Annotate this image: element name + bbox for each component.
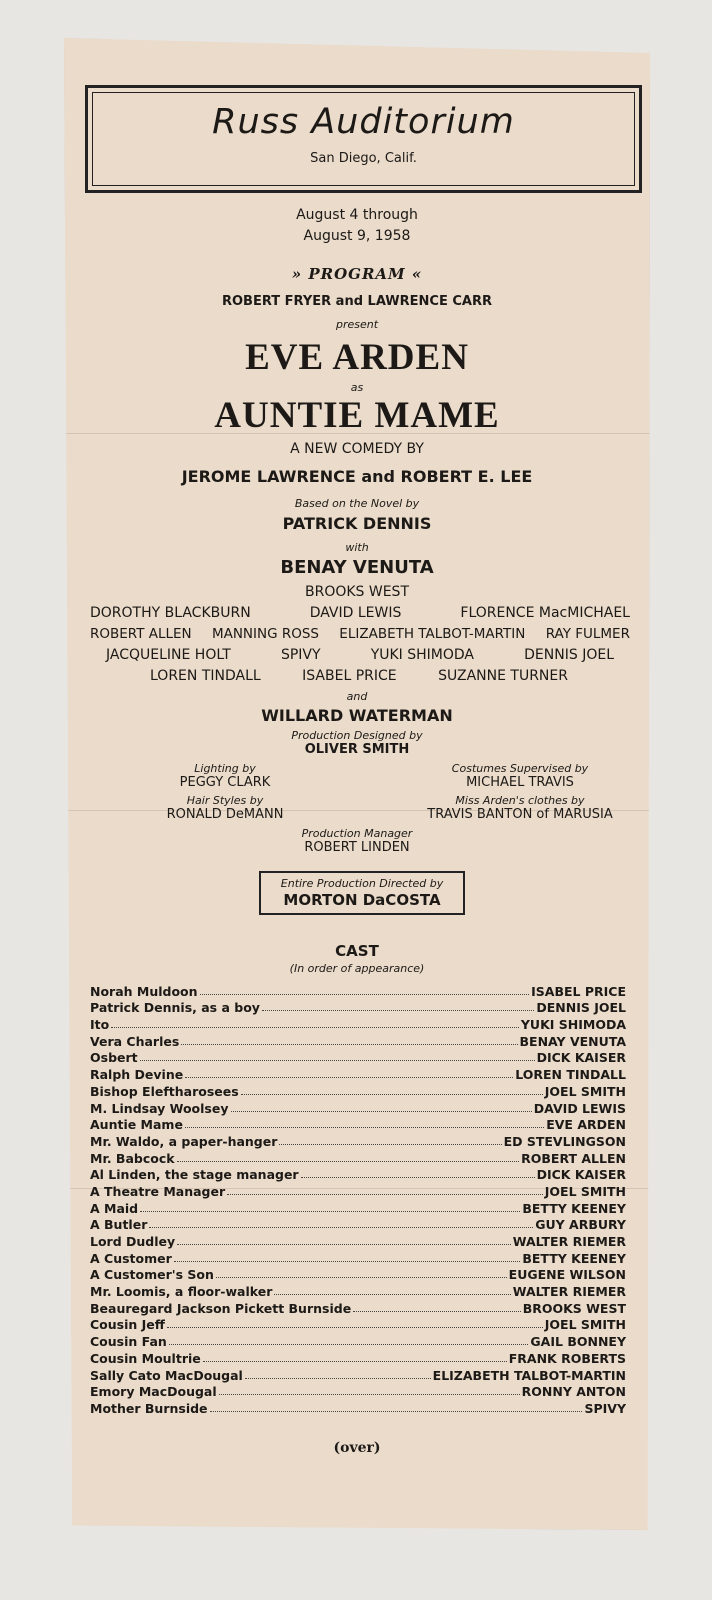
cast-actor: DAVID LEWIS <box>533 1100 626 1116</box>
cast-actor: DICK KAISER <box>536 1167 626 1183</box>
design-name: OLIVER SMITH <box>304 742 410 757</box>
cast-row <box>90 1032 626 1049</box>
cast-row <box>90 982 626 999</box>
costumes-name: MICHAEL TRAVIS <box>466 775 574 790</box>
featured-name: DOROTHY BLACKBURN <box>90 605 251 621</box>
cast-role: Mr. Loomis, a floor-walker <box>90 1284 273 1300</box>
comedy-by: A NEW COMEDY BY <box>290 441 424 457</box>
cast-role: Al Linden, the stage manager <box>90 1167 299 1183</box>
cast-row <box>90 1132 626 1149</box>
featured-row-3 <box>90 626 630 642</box>
cast-actor: ROBERT ALLEN <box>521 1150 626 1166</box>
cast-row <box>90 1149 626 1166</box>
featured-name: JACQUELINE HOLT <box>106 647 231 663</box>
costar: BENAY VENUTA <box>280 557 434 578</box>
leader-dots <box>149 1227 533 1228</box>
clothes-name: TRAVIS BANTON of MARUSIA <box>427 807 613 822</box>
as-text: as <box>350 381 364 394</box>
cast-role: A Maid <box>90 1200 139 1216</box>
cast-role: Ralph Devine <box>90 1067 184 1083</box>
cast-actor: JOEL SMITH <box>544 1083 626 1099</box>
featured-name: ELIZABETH TALBOT-MARTIN <box>339 626 526 642</box>
leader-dots <box>167 1327 543 1328</box>
cast-role: Lord Dudley <box>90 1234 176 1249</box>
cast-row <box>90 999 626 1016</box>
also-star: WILLARD WATERMAN <box>261 706 453 725</box>
cast-role: Sally Cato MacDougal <box>90 1367 243 1383</box>
leader-dots <box>111 1027 519 1028</box>
lighting-label: Lighting by <box>194 762 256 775</box>
cast-role: M. Lindsay Woolsey <box>90 1100 229 1116</box>
cast-row <box>90 1266 626 1283</box>
cast-actor: EUGENE WILSON <box>508 1267 626 1283</box>
cast-row <box>90 1316 626 1333</box>
star-name: EVE ARDEN <box>245 337 469 378</box>
leader-dots <box>181 1044 517 1045</box>
cast-actor: WALTER RIEMER <box>512 1234 626 1249</box>
cast-role: Beauregard Jackson Pickett Burnside <box>90 1300 352 1316</box>
cast-actor: ED STEVLINGSON <box>503 1133 626 1149</box>
featured-name: DENNIS JOEL <box>524 647 614 663</box>
leader-dots <box>227 1194 543 1195</box>
cast-row <box>90 1049 626 1066</box>
leader-dots <box>301 1177 535 1178</box>
cast-role: A Customer <box>90 1250 172 1266</box>
leader-dots <box>174 1261 521 1262</box>
leader-dots <box>169 1344 529 1345</box>
director-name: MORTON DaCOSTA <box>283 891 441 909</box>
cast-row <box>90 1282 626 1299</box>
cast-role: Mother Burnside <box>90 1400 208 1416</box>
cast-actor: ELIZABETH TALBOT-MARTIN <box>432 1367 626 1383</box>
hair-name: RONALD DeMANN <box>166 807 284 822</box>
featured-name: SUZANNE TURNER <box>438 668 568 684</box>
leader-dots <box>245 1378 431 1379</box>
cast-row <box>90 1099 626 1116</box>
featured-row-5 <box>150 668 568 684</box>
cast-role: Cousin Moultrie <box>90 1350 201 1366</box>
cast-role: Ito <box>90 1017 110 1033</box>
cast-role: A Customer's Son <box>90 1267 214 1283</box>
leader-dots <box>241 1094 543 1095</box>
director-label: Entire Production Directed by <box>280 877 444 890</box>
lighting-name: PEGGY CLARK <box>179 775 271 790</box>
cast-actor: FRANK ROBERTS <box>508 1350 626 1366</box>
cast-row <box>90 1082 626 1099</box>
show-title: AUNTIE MAME <box>214 395 500 436</box>
authors: JEROME LAWRENCE and ROBERT E. LEE <box>181 467 533 486</box>
featured-name: SPIVY <box>280 647 321 663</box>
cast-actor: DENNIS JOEL <box>536 1000 626 1016</box>
with-text: with <box>345 541 369 554</box>
leader-dots <box>200 994 530 995</box>
cast-row <box>90 1249 626 1266</box>
cast-actor: RONNY ANTON <box>521 1384 626 1400</box>
cast-actor: YUKI SHIMODA <box>520 1017 626 1033</box>
venue-location: San Diego, Calif. <box>310 151 417 166</box>
leader-dots <box>353 1311 521 1312</box>
cast-actor: BETTY KEENEY <box>522 1250 626 1266</box>
cast-role: Cousin Jeff <box>90 1317 165 1333</box>
cast-actor: GUY ARBURY <box>535 1217 626 1233</box>
leader-dots <box>216 1277 507 1278</box>
cast-row <box>90 1015 626 1032</box>
dates-line1: August 4 through <box>296 207 418 223</box>
featured-name: FLORENCE MacMICHAEL <box>460 605 630 621</box>
cast-subheading: (In order of appearance) <box>289 962 425 975</box>
cast-role: Cousin Fan <box>90 1334 167 1350</box>
dates-line2: August 9, 1958 <box>303 228 411 244</box>
present-text: present <box>335 318 379 331</box>
leader-dots <box>177 1244 511 1245</box>
leader-dots <box>231 1111 532 1112</box>
footer-over: (over) <box>333 1440 381 1456</box>
cast-role: Osbert <box>90 1050 138 1066</box>
producers: ROBERT FRYER and LAWRENCE CARR <box>222 294 492 309</box>
leader-dots <box>203 1361 507 1362</box>
and-text: and <box>346 690 368 703</box>
cast-role: Emory MacDougal <box>90 1384 217 1400</box>
featured-name: RAY FULMER <box>545 626 630 642</box>
design-label: Production Designed by <box>291 729 423 742</box>
cast-row <box>90 1399 626 1416</box>
cast-actor: DICK KAISER <box>536 1050 626 1066</box>
cast-list <box>90 982 626 1416</box>
cast-actor: EVE ARDEN <box>546 1117 626 1133</box>
cast-role: Vera Charles <box>90 1033 180 1049</box>
leader-dots <box>219 1394 520 1395</box>
cast-row <box>90 1232 626 1249</box>
leader-dots <box>279 1144 501 1145</box>
costumes-label: Costumes Supervised by <box>451 762 589 775</box>
featured-name: ROBERT ALLEN <box>90 626 192 642</box>
cast-actor: SPIVY <box>584 1400 626 1416</box>
cast-role: Mr. Babcock <box>90 1150 175 1166</box>
based-on: Based on the Novel by <box>294 497 420 510</box>
featured-name: YUKI SHIMODA <box>370 647 474 663</box>
novelist: PATRICK DENNIS <box>282 514 432 533</box>
featured-name: ISABEL PRICE <box>302 668 397 684</box>
program-label: » PROGRAM « <box>291 265 423 283</box>
cast-actor: WALTER RIEMER <box>512 1284 626 1300</box>
cast-row <box>90 1166 626 1183</box>
cast-row <box>90 1299 626 1316</box>
cast-actor: BENAY VENUTA <box>519 1033 626 1049</box>
featured-row-4 <box>106 647 614 663</box>
cast-row <box>90 1366 626 1383</box>
cast-row <box>90 1116 626 1133</box>
cast-role: A Theatre Manager <box>90 1183 226 1199</box>
cast-row <box>90 1216 626 1233</box>
cast-role: Patrick Dennis, as a boy <box>90 1000 260 1016</box>
cast-actor: JOEL SMITH <box>544 1183 626 1199</box>
cast-row <box>90 1065 626 1082</box>
leader-dots <box>274 1294 510 1295</box>
cast-role: A Butler <box>90 1217 148 1233</box>
cast-role: Norah Muldoon <box>90 983 198 999</box>
featured-name: LOREN TINDALL <box>150 668 261 684</box>
cast-actor: GAIL BONNEY <box>530 1334 626 1350</box>
featured-row-2 <box>90 605 630 621</box>
leader-dots <box>185 1077 513 1078</box>
director-box <box>259 871 465 915</box>
cast-row <box>90 1182 626 1199</box>
cast-row <box>90 1199 626 1216</box>
leader-dots <box>140 1211 520 1212</box>
leader-dots <box>140 1060 535 1061</box>
leader-dots <box>185 1127 544 1128</box>
leader-dots <box>210 1411 583 1412</box>
cast-actor: LOREN TINDALL <box>515 1067 626 1083</box>
cast-actor: BROOKS WEST <box>522 1300 626 1316</box>
cast-actor: JOEL SMITH <box>544 1317 626 1333</box>
cast-row <box>90 1332 626 1349</box>
cast-role: Mr. Waldo, a paper-hanger <box>90 1133 278 1149</box>
featured-name: DAVID LEWIS <box>309 605 402 621</box>
cast-heading: CAST <box>335 942 379 960</box>
hair-label: Hair Styles by <box>186 794 264 807</box>
clothes-label: Miss Arden's clothes by <box>455 794 585 807</box>
venue-name: Russ Auditorium <box>212 102 515 142</box>
cast-row <box>90 1349 626 1366</box>
featured-row-1: BROOKS WEST <box>304 584 409 600</box>
featured-name: MANNING ROSS <box>211 626 319 642</box>
manager-name: ROBERT LINDEN <box>304 840 410 855</box>
leader-dots <box>262 1010 534 1011</box>
cast-actor: BETTY KEENEY <box>522 1200 626 1216</box>
cast-actor: ISABEL PRICE <box>531 983 626 999</box>
cast-role: Bishop Eleftharosees <box>90 1083 239 1099</box>
manager-label: Production Manager <box>301 827 413 840</box>
leader-dots <box>177 1161 520 1162</box>
venue-box <box>85 85 642 193</box>
cast-row <box>90 1383 626 1400</box>
cast-role: Auntie Mame <box>90 1117 183 1133</box>
